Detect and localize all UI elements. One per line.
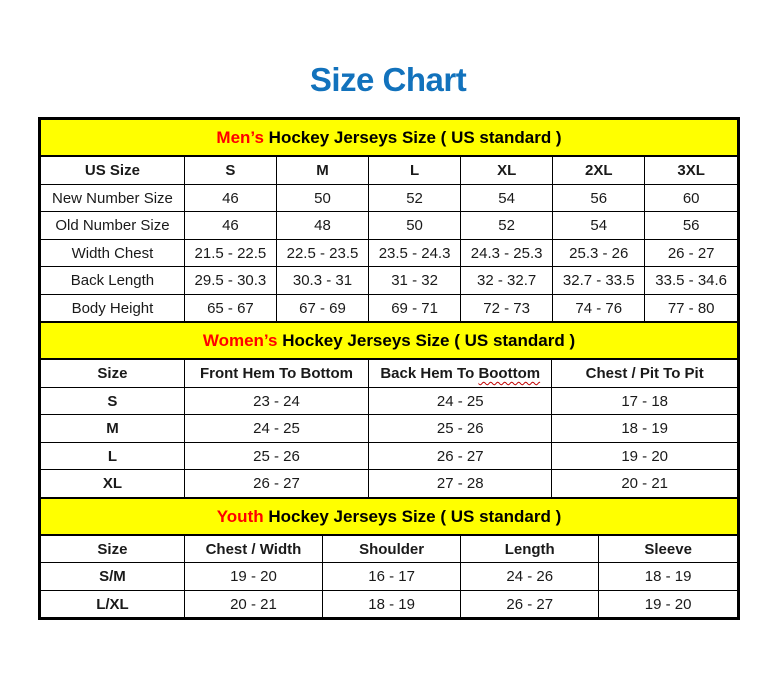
column-header: Sleeve <box>599 536 737 563</box>
size-cell: 18 - 19 <box>599 563 737 591</box>
row-label: Back Length <box>41 267 184 295</box>
column-header-text: Back Hem To <box>380 365 479 383</box>
size-cell: 60 <box>645 184 737 212</box>
column-header <box>369 360 552 387</box>
mens-section-title <box>41 120 737 157</box>
row-label: L/XL <box>41 590 184 617</box>
column-header: L <box>369 157 461 184</box>
youth-section-title-rest: Hockey Jerseys Size ( US standard ) <box>263 506 562 526</box>
column-header: Size <box>41 536 184 563</box>
column-header: Chest / Width <box>184 536 322 563</box>
row-label: L <box>41 442 184 470</box>
page-title: Size Chart <box>309 61 467 98</box>
table-row <box>41 442 737 470</box>
table-row <box>41 415 737 443</box>
size-cell: 77 - 80 <box>645 294 737 321</box>
size-cell: 65 - 67 <box>184 294 276 321</box>
table-row <box>41 470 737 497</box>
size-cell: 56 <box>553 184 645 212</box>
size-cell: 18 - 19 <box>552 415 737 443</box>
size-cell: 31 - 32 <box>369 267 461 295</box>
table-header-row <box>41 157 737 184</box>
table-row <box>41 387 737 415</box>
mens-section-title-highlight: Men’s <box>216 128 264 148</box>
row-label: New Number Size <box>41 184 184 212</box>
womens-size-table <box>41 360 737 497</box>
size-cell: 74 - 76 <box>553 294 645 321</box>
column-header: XL <box>461 157 553 184</box>
size-cell: 46 <box>184 212 276 240</box>
size-cell: 32 - 32.7 <box>461 267 553 295</box>
size-cell: 50 <box>276 184 368 212</box>
womens-section-title <box>41 321 737 360</box>
table-row <box>41 212 737 240</box>
size-cell: 19 - 20 <box>552 442 737 470</box>
table-row <box>41 294 737 321</box>
size-cell: 46 <box>184 184 276 212</box>
misspelled-word: Boottom <box>478 365 541 383</box>
table-header-row <box>41 536 737 563</box>
size-cell: 24 - 25 <box>184 415 368 443</box>
size-cell: 30.3 - 31 <box>276 267 368 295</box>
row-label: S <box>41 387 184 415</box>
column-header: US Size <box>41 157 184 184</box>
size-cell: 54 <box>553 212 645 240</box>
table-header-row <box>41 360 737 387</box>
size-cell: 22.5 - 23.5 <box>276 239 368 267</box>
table-row <box>41 184 737 212</box>
row-label: XL <box>41 470 184 497</box>
size-cell: 29.5 - 30.3 <box>184 267 276 295</box>
column-header: S <box>184 157 276 184</box>
size-cell: 17 - 18 <box>552 387 737 415</box>
table-row <box>41 239 737 267</box>
size-cell: 48 <box>276 212 368 240</box>
size-cell: 50 <box>369 212 461 240</box>
column-header: Shoulder <box>323 536 461 563</box>
size-cell: 52 <box>461 212 553 240</box>
youth-section-title <box>41 497 737 536</box>
size-cell: 26 - 27 <box>461 590 599 617</box>
mens-size-table <box>41 157 737 321</box>
size-cell: 33.5 - 34.6 <box>645 267 737 295</box>
youth-size-table <box>41 536 737 618</box>
size-cell: 25 - 26 <box>369 415 552 443</box>
row-label: Body Height <box>41 294 184 321</box>
size-cell: 24 - 25 <box>369 387 552 415</box>
column-header: Front Hem To Bottom <box>184 360 368 387</box>
table-row <box>41 590 737 617</box>
column-header: M <box>276 157 368 184</box>
size-cell: 20 - 21 <box>552 470 737 497</box>
size-cell: 52 <box>369 184 461 212</box>
size-cell: 72 - 73 <box>461 294 553 321</box>
row-label: S/M <box>41 563 184 591</box>
size-cell: 32.7 - 33.5 <box>553 267 645 295</box>
table-row <box>41 267 737 295</box>
size-cell: 20 - 21 <box>184 590 322 617</box>
mens-section-title-rest: Hockey Jerseys Size ( US standard ) <box>263 128 562 148</box>
table-row <box>41 563 737 591</box>
column-header: 2XL <box>553 157 645 184</box>
column-header: Length <box>461 536 599 563</box>
size-cell: 25 - 26 <box>184 442 368 470</box>
column-header: 3XL <box>645 157 737 184</box>
size-cell: 69 - 71 <box>369 294 461 321</box>
size-cell: 26 - 27 <box>184 470 368 497</box>
youth-section-title-highlight: Youth <box>216 506 264 526</box>
size-cell: 24 - 26 <box>461 563 599 591</box>
size-cell: 23.5 - 24.3 <box>369 239 461 267</box>
size-cell: 25.3 - 26 <box>553 239 645 267</box>
size-cell: 16 - 17 <box>323 563 461 591</box>
size-cell: 21.5 - 22.5 <box>184 239 276 267</box>
size-cell: 19 - 20 <box>599 590 737 617</box>
column-header: Size <box>41 360 184 387</box>
column-header: Chest / Pit To Pit <box>552 360 737 387</box>
womens-section-title-highlight: Women’s <box>202 331 278 351</box>
size-chart-tables <box>38 117 740 620</box>
size-cell: 26 - 27 <box>369 442 552 470</box>
size-cell: 27 - 28 <box>369 470 552 497</box>
womens-size-section <box>41 321 737 497</box>
size-cell: 23 - 24 <box>184 387 368 415</box>
womens-section-title-rest: Hockey Jerseys Size ( US standard ) <box>277 331 576 351</box>
size-cell: 26 - 27 <box>645 239 737 267</box>
row-label: Old Number Size <box>41 212 184 240</box>
row-label: Width Chest <box>41 239 184 267</box>
mens-size-section <box>41 120 737 321</box>
size-cell: 56 <box>645 212 737 240</box>
size-cell: 67 - 69 <box>276 294 368 321</box>
size-cell: 24.3 - 25.3 <box>461 239 553 267</box>
size-cell: 18 - 19 <box>323 590 461 617</box>
row-label: M <box>41 415 184 443</box>
size-cell: 54 <box>461 184 553 212</box>
size-cell: 19 - 20 <box>184 563 322 591</box>
youth-size-section <box>41 497 737 618</box>
